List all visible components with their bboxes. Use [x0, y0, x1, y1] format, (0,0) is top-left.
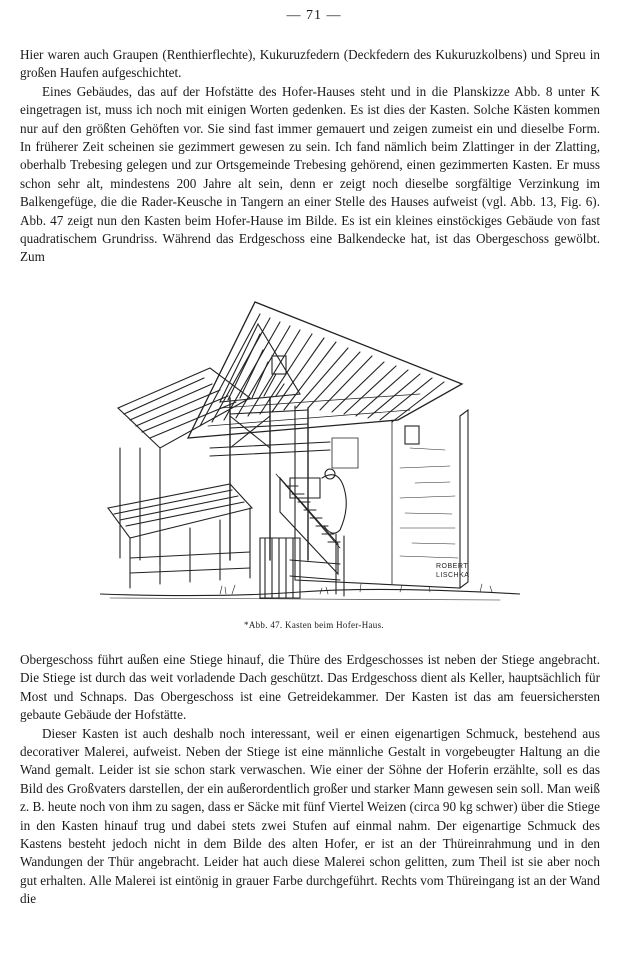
paragraph: Obergeschoss führt außen eine Stiege hinauf, die Thüre des Erdgeschosses ist neben der Stiege angebracht. Die Stiege ist durch das weit vorladende Dach geschützt. Das Erdgeschoss dient als Keller, hauptsächlich für Most und Schnaps. Das Obergeschoss ist eine Getreidekammer. Der Kasten ist das am feuersichersten gebaute Gebäude der Hofstätte.	[20, 652, 600, 723]
main-roof	[188, 302, 462, 438]
figure-caption: *Abb. 47. Kasten beim Hofer-Haus.	[244, 620, 384, 630]
ground-line	[100, 589, 520, 595]
paragraph: Hier waren auch Graupen (Renthierflechte), Kukuruzfedern (Deckfedern des Kukuruzkolbens) und Spreu in großen Haufen aufgeschichtet.	[20, 47, 600, 81]
paragraph: Eines Gebäudes, das auf der Hofstätte des Hofer-Hauses steht und in die Planskizze Abb. 8 unter K eingetragen ist, muss ich noch mit einigen Worten gedenken. Es ist dies der Kasten. Solche Kästen kommen nur auf den größten Gehöften vor. Sie sind fast immer gemauert und zeigen zumeist ein und dieselbe Form. In früherer Zeit scheinen sie gezimmert gewesen zu sein. Ich fand nämlich beim Zlattinger in der Zlatting, oberhalb Trebesing gelegen und zur Ortsgemeinde Trebesing gehörend, einen gezimmerten Kasten. Er muss schon sehr alt, mindestens 200 Jahre alt sein, denn er zeigt noch dieselbe sorgfältige Verzinkung im Balkengefüge, die die Rader-Keusche in Tangern an einer Stelle des Hauses aufweist (vgl. Abb. 13, Fig. 6). Abb. 47 zeigt nun den Kasten beim Hofer-Hause im Bilde. Es ist ein kleines einstöckiges Gebäude von fast quadratischem Grundriss. Während das Erdgeschoss eine Balkendecke hat, ist das Obergeschoss gewölbt. Zum	[20, 83, 600, 265]
front-fence	[260, 534, 344, 598]
body-text-top	[20, 46, 600, 267]
page-number: — 71 —	[286, 8, 342, 23]
artist-signature-line1: ROBERT	[436, 563, 469, 570]
ground-shadow	[110, 598, 500, 600]
paragraph: Dieser Kasten ist auch deshalb noch interessant, weil er einen eigenartigen Schmuck, bestehend aus decorativer Malerei, aufweist. Neben der Stiege ist eine männliche Gestalt in vorgebeugter Haltung an die Wand gemalt. Leider ist sie schon stark verwaschen. Wie einer der Söhne der Hoferin erzählte, soll es das Bild des Großvaters darstellen, der ein außerordentlich großer und starker Mann gewesen sein soll. Man weiß z. B. heute noch von ihm zu sagen, dass er Säcke mit fünf Viertel Weizen (circa 90 kg schwer) über die Stiege in den Kasten hinauf trug und dabei stets zwei Stufen auf einmal nahm. Der eigenartige Schmuck des Kastens besteht jedoch nicht in dem Bilde des alten Hofer, er ist an der Thüreinrahmung und in den Wandungen der Thür angebracht. Leider hat auch diese Malerei schon gelitten, zum Theil ist sie aber noch gut erhalten. Alle Malerei ist eintönig in grauer Farbe durchgeführt. Rechts vom Thüreingang ist an der Wand die	[20, 725, 600, 907]
painted-figure	[322, 438, 358, 533]
body-text-bottom	[20, 651, 600, 909]
kasten-walls	[295, 406, 468, 588]
grass	[220, 584, 492, 594]
figure-illustration	[100, 298, 520, 604]
artist-signature-line2: LISCHKA	[436, 572, 470, 579]
porch-frame	[210, 398, 330, 560]
kasten-drawing	[100, 298, 520, 604]
